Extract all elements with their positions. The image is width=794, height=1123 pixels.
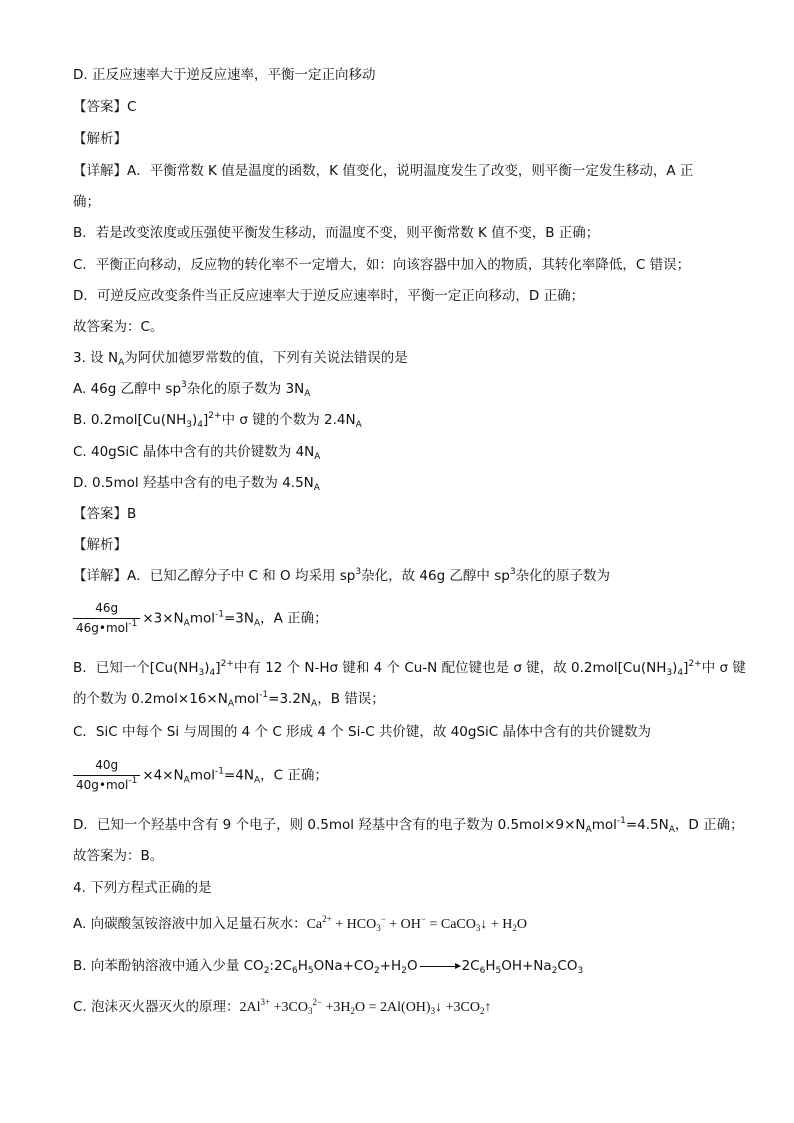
q3-detail-d: D．已知一个羟基中含有 9 个电子，则 0.5mol 羟基中含有的电子数为 $0.5mol\times 9\times N_Amol^{-1}=4.5N_A$，D 正确；: [73, 816, 744, 835]
analysis-label: 【解析】: [73, 131, 127, 147]
option-d-text: D. 正反应速率大于逆反应速率，平衡一定正向移动: [73, 67, 376, 83]
detail-a-cont: 确；: [73, 194, 100, 210]
detail-d: D．可逆反应改变条件当正反应速率大于逆反应速率时，平衡一定正向移动，D 正确；: [73, 288, 585, 304]
q3-detail-b-cont: 的个数为 $0.2mol\times 16\times N_Amol^{-1}=3.2N_A$，B 错误；: [73, 690, 385, 709]
conclusion: 故答案为：C。: [73, 319, 164, 335]
q4-option-b: B. 向苯酚钠溶液中通入少量 $CO_2:2C_6H_5ONa+CO_2+H_2O$ $2C_6H_5OH+Na_2CO_3$: [73, 958, 584, 976]
answer-label: 【答案】C: [73, 99, 137, 115]
q3-fraction-a: $\frac{46g}{46g•mol^{-1}}$ $\times 3\times N_Amol^{-1}=3N_A$，A 正确；: [73, 601, 328, 636]
q3-option-b: B. $0.2mol[Cu(NH_3)_4]^{2+}$中 σ 键的个数为 $2.4N_A$: [73, 411, 362, 430]
fraction: $\frac{46g}{46g•mol^{-1}}$: [73, 601, 140, 636]
question-3-stem: 3. 设 $N_A$为阿伏加德罗常数的值，下列有关说法错误的是: [73, 350, 408, 368]
q4-option-a: A. 向碳酸氢铵溶液中加入足量石灰水：$Ca^{2+} + HCO_3^- + OH^-$ = CaCO$_3$↓ + $H_2O$: [73, 914, 528, 933]
q3-conclusion: 故答案为：B。: [73, 848, 164, 864]
q4-option-c: C. 泡沫灭火器灭火的原理：$2Al^{3+} +3CO_3^{2-} +3H_2O$ = $2Al(OH)_3↓$ $+3CO_2↑$: [73, 997, 492, 1016]
long-arrow-icon: [420, 966, 460, 967]
q3-option-d: D. 0.5mol 羟基中含有的电子数为 $4.5N_A$: [73, 475, 320, 493]
q3-fraction-c: $\frac{40g}{40g•mol^{-1}}$ $\times 4\times N_Amol^{-1}=4N_A$，C 正确；: [73, 758, 328, 793]
detail-a: 【详解】A．平衡常数 K 值是温度的函数，K 值变化，说明温度发生了改变，则平衡一定发生移动，A 正: [73, 163, 694, 179]
q3-detail-b: B．已知一个$[Cu(NH_3)_4]^{2+}$中有 12 个 N-Hσ 键和 4 个 Cu-N 配位键也是 σ 键，故 $0.2mol[Cu(NH_3)_4]^{2+}$中 σ 键: [73, 659, 746, 678]
q3-analysis-label: 【解析】: [73, 537, 127, 553]
detail-b: B．若是改变浓度或压强使平衡发生移动，而温度不变，则平衡常数 K 值不变，B 正确；: [73, 225, 600, 241]
fraction: $\frac{40g}{40g•mol^{-1}}$: [73, 758, 140, 793]
q3-detail-a: 【详解】A．已知乙醇分子中 C 和 O 均采用 $sp^3$杂化，故 46g 乙醇中 $sp^3$杂化的原子数为: [73, 567, 611, 584]
detail-c: C．平衡正向移动，反应物的转化率不一定增大，如：向该容器中加入的物质，其转化率降低，C 错误；: [73, 257, 691, 273]
q3-option-a: A. 46g 乙醇中 $sp^3$杂化的原子数为 $3N_A$: [73, 380, 311, 399]
q3-option-c: C. 40gSiC 晶体中含有的共价键数为 $4N_A$: [73, 444, 321, 462]
q3-detail-c: C．SiC 中每个 Si 与周围的 4 个 C 形成 4 个 Si-C 共价键，故 40gSiC 晶体中含有的共价键数为: [73, 724, 651, 740]
q3-answer-label: 【答案】B: [73, 506, 137, 522]
question-4-stem: 4. 下列方程式正确的是: [73, 880, 212, 896]
